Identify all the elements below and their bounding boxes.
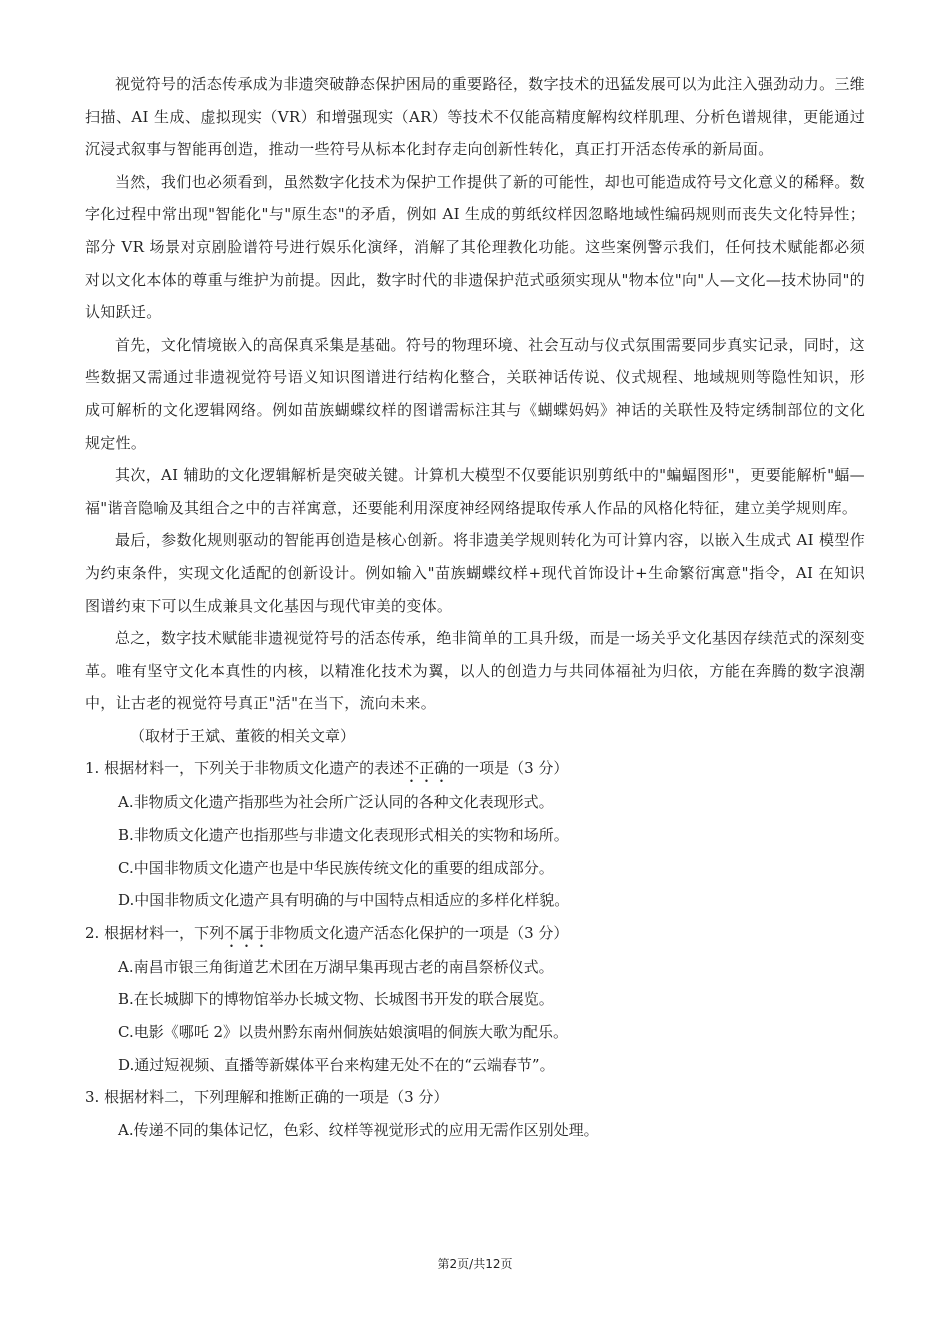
paragraph: 总之，数字技术赋能非遗视觉符号的活态传承，绝非简单的工具升级，而是一场关乎文化基因存续范式的深刻变革。唯有坚守文化本真性的内核，以精准化技术为翼，以人的创造力与共同体福祉为归依，方能在奔腾的数字浪潮中，让古老的视觉符号真正"活"在当下，流向未来。 — [85, 629, 865, 713]
page-number: 第2页/共12页 — [437, 1257, 513, 1271]
question-2 — [85, 917, 865, 1081]
question-1 — [85, 752, 865, 916]
question-stem — [85, 752, 865, 786]
paragraph: 最后，参数化规则驱动的智能再创造是核心创新。将非遗美学规则转化为可计算内容，以嵌入生成式 AI 模型作为约束条件，实现文化适配的创新设计。例如输入"苗族蝴蝶纹样+现代首饰设计+生命繁衍寓意"指令，AI 在知识图谱约束下可以生成兼具文化基因与现代审美的变体。 — [85, 531, 865, 615]
question-text: 非物质文化遗产活态化保护的一项是（3 分） — [269, 923, 569, 942]
option-c: C.中国非物质文化遗产也是中华民族传统文化的重要的组成部分。 — [118, 858, 554, 877]
paragraph: 首先，文化情境嵌入的高保真采集是基础。符号的物理环境、社会互动与仪式氛围需要同步真实记录，同时，这些数据又需通过非遗视觉符号语义知识图谱进行结构化整合，关联神话传说、仪式规程、地域规则等隐性知识，形成可解析的文化逻辑网络。例如苗族蝴蝶纹样的图谱需标注其与《蝴蝶妈妈》神话的关联性及特定绣制部位的文化规定性。 — [85, 335, 865, 452]
article-body — [85, 68, 865, 1146]
question-text: 3. 根据材料二，下列理解和推断正确的一项是（3 分） — [85, 1088, 449, 1107]
paragraph: 当然，我们也必须看到，虽然数字化技术为保护工作提供了新的可能性，却也可能造成符号文化意义的稀释。数字化过程中常出现"智能化"与"原生态"的矛盾，例如 AI 生成的剪纸纹样因忽略地域性编码规则而丧失文化特异性；部分 VR 场景对京剧脸谱符号进行娱乐化演绎，消解了其伦理教化功能。这些案例警示我们，任何技术赋能都必须对以文化本体的尊重与维护为前提。因此，数字时代的非遗保护范式亟须实现从"物本位"向"人—文化—技术协同"的认知跃迁。 — [85, 172, 865, 322]
source-citation: （取材于王斌、董筱的相关文章） — [130, 726, 356, 745]
question-text: 2. 根据材料一，下列 — [85, 923, 225, 942]
option-a: A.传递不同的集体记忆，色彩、纹样等视觉形式的应用无需作区别处理。 — [118, 1120, 599, 1139]
question-3 — [85, 1081, 865, 1146]
option-b: B.在长城脚下的博物馆举办长城文物、长城图书开发的联合展览。 — [118, 990, 554, 1009]
option-d: D.中国非物质文化遗产具有明确的与中国特点相适应的多样化样貌。 — [118, 891, 570, 910]
option-d: D.通过短视频、直播等新媒体平台来构建无处不在的“云端春节”。 — [118, 1055, 555, 1074]
question-stem — [85, 917, 865, 951]
option-a: A.南昌市银三角街道艺术团在万湖早集再现古老的南昌祭桥仪式。 — [118, 957, 554, 976]
option-a: A.非物质文化遗产指那些为社会所广泛认同的各种文化表现形式。 — [118, 793, 554, 812]
option-c: C.电影《哪吒 2》以贵州黔东南州侗族姑娘演唱的侗族大歌为配乐。 — [118, 1023, 569, 1042]
question-text: 的一项是（3 分） — [449, 759, 569, 778]
emphasis-text: 不正确 — [404, 759, 450, 778]
option-b: B.非物质文化遗产也指那些与非遗文化表现形式相关的实物和场所。 — [118, 826, 569, 845]
emphasis-text: 不属于 — [224, 923, 270, 942]
paragraph: 其次，AI 辅助的文化逻辑解析是突破关键。计算机大模型不仅要能识别剪纸中的"蝙蝠图形"，更要能解析"蝠—福"谐音隐喻及其组合之中的吉祥寓意，还要能利用深度神经网络提取传承人作品的风格化特征，建立美学规则库。 — [85, 466, 865, 517]
question-stem — [85, 1081, 865, 1114]
paragraph: 视觉符号的活态传承成为非遗突破静态保护困局的重要路径，数字技术的迅猛发展可以为此注入强劲动力。三维扫描、AI 生成、虚拟现实（VR）和增强现实（AR）等技术不仅能高精度解构纹样肌理、分析色谱规律，更能通过沉浸式叙事与智能再创造，推动一些符号从标本化封存走向创新性转化，真正打开活态传承的新局面。 — [85, 75, 865, 159]
question-text: 1. 根据材料一，下列关于非物质文化遗产的表述 — [85, 759, 405, 778]
